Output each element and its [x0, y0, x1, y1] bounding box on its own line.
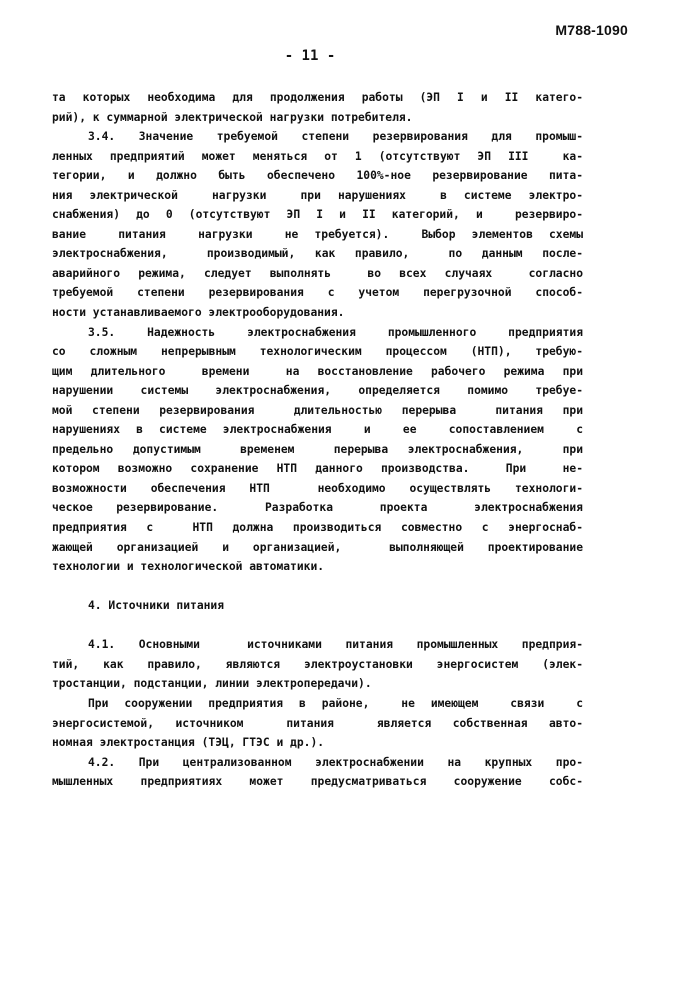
text-line: тегории, и должно быть обеспечено 100%-ное резервирование пита-: [52, 169, 583, 183]
blank-line: [52, 577, 583, 597]
text-line: мой степени резервирования длительностью перерыва питания при: [52, 403, 583, 417]
paragraph-3-4: [52, 127, 583, 322]
text-line: аварийного режима, следует выполнять во всех случаях согласно: [52, 266, 583, 280]
text-line: ческое резервирование. Разработка проекта электроснабжения: [52, 501, 583, 515]
text-line: 3.5. Надежность электроснабжения промышленного предприятия: [88, 325, 583, 339]
text-line: предельно допустимым временем перерыва электроснабжения, при: [52, 442, 583, 456]
paragraph-4-2: [52, 753, 583, 792]
text-line: ленных предприятий может меняться от 1 (отсутствуют ЭП III ка-: [52, 149, 583, 163]
text-line: жающей организацией и организацией, выполняющей проектирование: [52, 540, 583, 554]
text-line: энергосистемой, источником питания является собственная авто-: [52, 716, 583, 730]
page-number: - 11 -: [284, 48, 336, 64]
paragraph-autonomous-source: [52, 694, 583, 753]
text-line: рий), к суммарной электрической нагрузки потребителя.: [52, 110, 413, 124]
text-line: ности устанавливаемого электрооборудования.: [52, 306, 345, 320]
text-line: возможности обеспечения НТП необходимо осуществлять технологи-: [52, 481, 583, 495]
text-line: тростанции, подстанции, линии электропередачи).: [52, 677, 372, 691]
paragraph-continuation: [52, 88, 583, 127]
text-line: 4.2. При централизованном электроснабжении на крупных про-: [88, 755, 583, 769]
text-line: со сложным непрерывным технологическим процессом (НТП), требую-: [52, 345, 583, 359]
text-line: ния электрической нагрузки при нарушениях в системе электро-: [52, 188, 583, 202]
text-line: 4.1. Основными источниками питания промышленных предприя-: [88, 638, 583, 652]
document-code: М788-1090: [555, 22, 628, 38]
document-body: [52, 88, 583, 792]
text-line: снабжения) до 0 (отсутствуют ЭП I и II категорий, и резервиро-: [52, 208, 583, 222]
text-line: котором возможно сохранение НТП данного производства. При не-: [52, 462, 583, 476]
text-line: требуемой степени резервирования с учетом перегрузочной способ-: [52, 286, 583, 300]
text-line: предприятия с НТП должна производиться совместно с энергоснаб-: [52, 521, 583, 535]
text-line: нарушении системы электроснабжения, определяется помимо требуе-: [52, 384, 583, 398]
text-line: электроснабжения, производимый, как правило, по данным после-: [52, 247, 583, 261]
paragraph-3-5: [52, 323, 583, 577]
text-line: та которых необходима для продолжения работы (ЭП I и II катего-: [52, 91, 583, 104]
text-line: номная электростанция (ТЭЦ, ГТЭС и др.).: [52, 736, 325, 750]
blank-line: [52, 616, 583, 636]
text-line: мышленных предприятиях может предусматриваться сооружение собс-: [52, 775, 583, 789]
text-line: вание питания нагрузки не требуется). Выбор элементов схемы: [52, 227, 583, 241]
text-line: При сооружении предприятия в районе, не имеющем связи с: [88, 696, 583, 710]
text-line: нарушениях в системе электроснабжения и ее сопоставлением с: [52, 423, 583, 437]
text-line: технологии и технологической автоматики.: [52, 560, 325, 574]
paragraph-4-1: [52, 635, 583, 694]
text-line: тий, как правило, являются электроустановки энергосистем (элек-: [52, 657, 583, 671]
text-line: щим длительного времени на восстановление рабочего режима при: [52, 364, 583, 378]
text-line: 3.4. Значение требуемой степени резервирования для промыш-: [88, 130, 583, 144]
section-heading: 4. Источники питания: [88, 599, 225, 613]
